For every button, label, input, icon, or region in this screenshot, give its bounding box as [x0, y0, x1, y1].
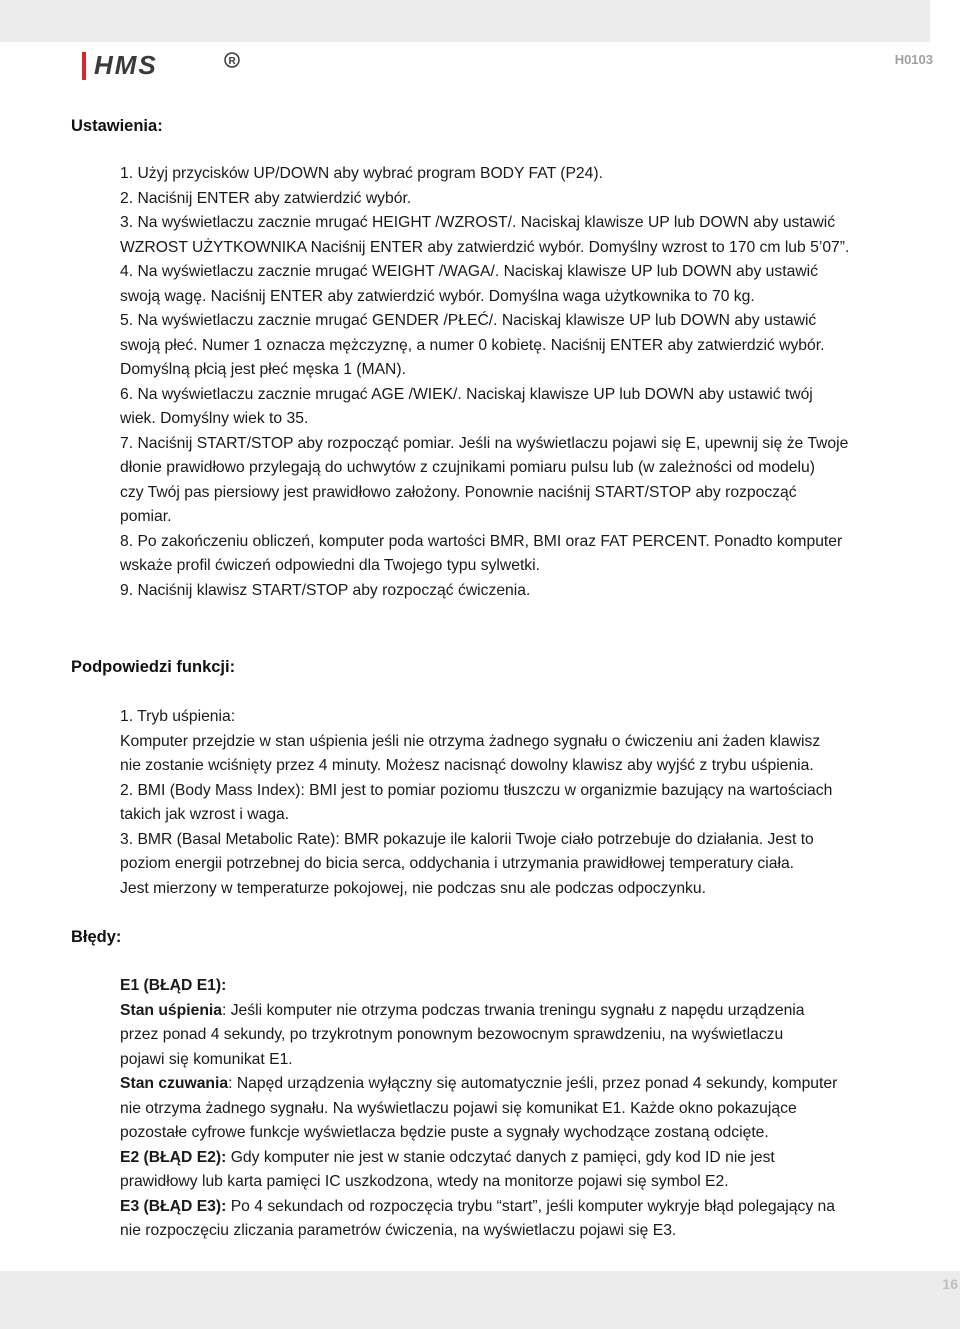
settings-line: 1. Użyj przycisków UP/DOWN aby wybrać program BODY FAT (P24).: [120, 165, 603, 182]
e2-label: E2 (BŁĄD E2):: [120, 1148, 227, 1166]
error-line: prawidłowy lub karta pamięci IC uszkodzona, wtedy na monitorze pojawi się symbol E2.: [120, 1173, 729, 1190]
e3-text: Po 4 sekundach od rozpoczęcia trybu “start”, jeśli komputer wykryje błąd polegający na: [226, 1197, 835, 1215]
settings-line: 8. Po zakończeniu obliczeń, komputer poda wartości BMR, BMI oraz FAT PERCENT. Ponadto komputer: [120, 532, 843, 550]
e3-label: E3 (BŁĄD E3):: [120, 1197, 227, 1215]
settings-line: wiek. Domyślny wiek to 35.: [120, 410, 309, 427]
model-code: H0103: [894, 52, 933, 67]
settings-line: 9. Naciśnij klawisz START/STOP aby rozpocząć ćwiczenia.: [120, 581, 531, 599]
hints-line: 1. Tryb uśpienia:: [120, 708, 236, 725]
settings-line: 3. Na wyświetlaczu zacznie mrugać HEIGHT /WZROST/. Naciskaj klawisze UP lub DOWN aby ustawić: [120, 214, 836, 231]
hints-line: poziom energii potrzebnej do bicia serca, oddychania i utrzymania prawidłowej temperatury ciała.: [120, 855, 795, 872]
sleep-label: Stan uśpienia: [120, 1001, 222, 1019]
settings-line: dłonie prawidłowo przylegają do uchwytów z czujnikami pomiaru pulsu lub (w zależności od modelu): [120, 459, 815, 476]
settings-line: pomiar.: [120, 508, 172, 525]
error-line: nie rozpoczęciu zliczania parametrów ćwiczenia, na wyświetlaczu pojawi się E3.: [120, 1222, 677, 1239]
settings-line: Domyślną płcią jest płeć męska 1 (MAN).: [120, 361, 406, 378]
settings-line: 6. Na wyświetlaczu zacznie mrugać AGE /WIEK/. Naciskaj klawisze UP lub DOWN aby ustawić twój: [120, 385, 813, 403]
hints-line: 2. BMI (Body Mass Index): BMI jest to pomiar poziomu tłuszczu w organizmie bazujący na wartościach: [120, 781, 833, 799]
errors-list: [120, 974, 952, 1244]
hms-logo: [80, 50, 250, 82]
settings-line: wskaże profil ćwiczeń odpowiedni dla Twojego typu sylwetki.: [120, 557, 540, 574]
footer-bar: [0, 1271, 960, 1329]
error-e2-line: [120, 1146, 952, 1171]
error-line: pojawi się komunikat E1.: [120, 1050, 293, 1068]
settings-line: swoją wagę. Naciśnij ENTER aby zatwierdzić wybór. Domyślna waga użytkownika to 70 kg.: [120, 287, 755, 305]
error-line: nie otrzyma żadnego sygnału. Na wyświetlaczu pojawi się komunikat E1. Każde okno pokazujące: [120, 1099, 797, 1117]
settings-line: swoją płeć. Numer 1 oznacza mężczyznę, a numer 0 kobietę. Naciśnij ENTER aby zatwierdzić wybór.: [120, 336, 825, 354]
error-e1-title: E1 (BŁĄD E1):: [120, 977, 227, 994]
hints-line: Jest mierzony w temperaturze pokojowej, nie podczas snu ale podczas odpoczynku.: [120, 879, 706, 897]
e2-text: Gdy komputer nie jest w stanie odczytać danych z pamięci, gdy kod ID nie jest: [226, 1148, 775, 1166]
settings-line: WZROST UŻYTKOWNIKA Naciśnij ENTER aby zatwierdzić wybór. Domyślny wzrost to 170 cm lub 5’07”.: [120, 238, 850, 256]
sleep-text: : Jeśli komputer nie otrzyma podczas trwania treningu sygnału z napędu urządzenia: [222, 1001, 805, 1019]
settings-heading: Ustawienia:: [71, 117, 163, 135]
page-number: 16: [942, 1276, 958, 1292]
hints-line: 3. BMR (Basal Metabolic Rate): BMR pokazuje ile kalorii Twoje ciało potrzebuje do działania. Jest to: [120, 830, 814, 848]
error-line: pozostałe cyfrowe funkcje wyświetlacza będzie puste a sygnały wychodzące zostaną odcięte.: [120, 1124, 769, 1141]
settings-list: [120, 162, 952, 603]
hints-heading: Podpowiedzi funkcji:: [71, 658, 236, 676]
settings-line: 4. Na wyświetlaczu zacznie mrugać WEIGHT /WAGA/. Naciskaj klawisze UP lub DOWN aby ustawić: [120, 263, 818, 280]
errors-heading: Błędy:: [71, 928, 122, 946]
hints-list: [120, 705, 952, 901]
settings-line: 7. Naciśnij START/STOP aby rozpocząć pomiar. Jeśli na wyświetlaczu pojawi się E, upewnij się że Twoje: [120, 434, 849, 452]
settings-line: 5. Na wyświetlaczu zacznie mrugać GENDER /PŁEĆ/. Naciskaj klawisze UP lub DOWN aby ustawić: [120, 312, 817, 329]
error-sleep-line: [120, 999, 952, 1024]
svg-text:HMS: HMS: [94, 50, 158, 80]
settings-line: czy Twój pas piersiowy jest prawidłowo założony. Ponownie naciśnij START/STOP aby rozpocząć: [120, 483, 797, 501]
hints-line: takich jak wzrost i waga.: [120, 806, 290, 823]
standby-text: : Napęd urządzenia wyłączny się automatycznie jeśli, przez ponad 4 sekundy, komputer: [228, 1075, 838, 1092]
error-standby-line: [120, 1072, 952, 1097]
error-e3-line: [120, 1195, 952, 1220]
svg-text:R: R: [228, 56, 236, 67]
standby-label: Stan czuwania: [120, 1075, 229, 1092]
hints-line: nie zostanie wciśnięty przez 4 minuty. Możesz nacisnąć dowolny klawisz aby wyjść z trybu uśpienia.: [120, 757, 814, 774]
header-bar: [0, 0, 930, 42]
settings-line: 2. Naciśnij ENTER aby zatwierdzić wybór.: [120, 189, 412, 207]
error-line: przez ponad 4 sekundy, po trzykrotnym ponownym bezowocnym sprawdzeniu, na wyświetlaczu: [120, 1026, 784, 1043]
hints-line: Komputer przejdzie w stan uśpienia jeśli nie otrzyma żadnego sygnału o ćwiczeniu ani żaden klawisz: [120, 732, 821, 750]
